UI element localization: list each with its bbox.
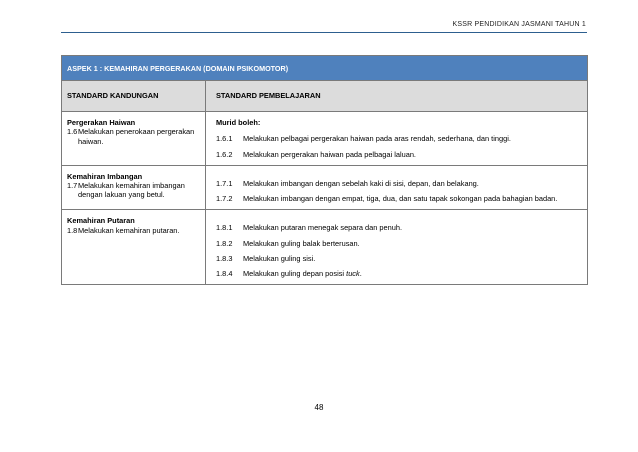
- learning-standard-number: 1.6.1: [216, 134, 233, 144]
- learning-standard-number: 1.7.1: [216, 178, 233, 188]
- content-standard-text: Melakukan kemahiran imbangan dengan lakuan yang betul.: [78, 181, 185, 200]
- learning-standard-text: Melakukan guling sisi.: [243, 253, 316, 263]
- learning-standard-text-part: Melakukan guling depan posisi: [243, 269, 347, 278]
- content-standard-text: Melakukan penerokaan pergerakan haiwan.: [78, 127, 195, 146]
- header-rule: [61, 32, 587, 33]
- learning-standard-number: 1.7.2: [216, 194, 233, 203]
- aspect-title: ASPEK 1 : KEMAHIRAN PERGERAKAN (DOMAIN PSIKOMOTOR): [62, 56, 588, 81]
- content-standard-number: 1.6: [67, 127, 78, 137]
- learning-standard-text: [243, 269, 581, 278]
- learning-standard-cell: [206, 165, 588, 210]
- content-standard-number: 1.7: [67, 181, 78, 190]
- learning-standard-item: [216, 134, 581, 143]
- learning-standard-item: [216, 179, 581, 188]
- murid-boleh-label: Murid boleh:: [216, 118, 261, 127]
- section-title: Pergerakan Haiwan: [67, 118, 136, 127]
- content-standard-text: Melakukan kemahiran putaran.: [78, 225, 180, 235]
- learning-standard-item: [216, 223, 581, 232]
- aspect-row: [62, 56, 588, 81]
- heading-standard-pembelajaran: STANDARD PEMBELAJARAN: [206, 81, 588, 112]
- heading-standard-kandungan: STANDARD KANDUNGAN: [62, 81, 206, 112]
- learning-standard-number: 1.8.3: [216, 253, 233, 263]
- content-standard-cell: [62, 165, 206, 210]
- section-title: Kemahiran Putaran: [67, 216, 135, 226]
- learning-standard-number: 1.6.2: [216, 149, 233, 159]
- learning-standard-item: [216, 254, 581, 263]
- learning-standard-text: Melakukan imbangan dengan sebelah kaki di sisi, depan, dan belakang.: [243, 178, 479, 188]
- learning-standard-number: 1.8.4: [216, 269, 233, 278]
- content-standard: [67, 226, 201, 235]
- content-standard: [67, 181, 201, 200]
- curriculum-table: [61, 55, 588, 285]
- italic-term: tuck: [346, 269, 360, 278]
- learning-standard-text: Melakukan imbangan dengan empat, tiga, dua, dan satu tapak sokongan pada bahagian badan.: [243, 194, 558, 203]
- learning-standard-item: [216, 269, 581, 278]
- content-standard: [67, 127, 201, 146]
- section-title: Kemahiran Imbangan: [67, 171, 143, 181]
- learning-standard-item: [216, 239, 581, 248]
- learning-standard-item: [216, 150, 581, 159]
- learning-standard-item: [216, 194, 581, 203]
- section-row-kemahiran-imbangan: [62, 165, 588, 210]
- learning-standard-text: Melakukan pergerakan haiwan pada pelbagai laluan.: [243, 149, 416, 159]
- learning-standard-text: Melakukan pelbagai pergerakan haiwan pada aras rendah, sederhana, dan tinggi.: [243, 134, 511, 144]
- running-header: KSSR PENDIDIKAN JASMANI TAHUN 1: [452, 21, 586, 28]
- section-row-pergerakan-haiwan: [62, 112, 588, 166]
- learning-standard-text-end: .: [359, 269, 362, 278]
- learning-standard-text: Melakukan guling balak berterusan.: [243, 238, 360, 248]
- learning-standard-text: Melakukan putaran menegak separa dan penuh.: [243, 223, 403, 233]
- content-standard-cell: [62, 210, 206, 285]
- learning-standard-number: 1.8.2: [216, 238, 233, 248]
- learning-standard-number: 1.8.1: [216, 223, 233, 233]
- learning-standard-cell: [206, 112, 588, 166]
- content-standard-number: 1.8: [67, 225, 78, 235]
- page-number: 48: [314, 403, 324, 412]
- learning-standard-cell: [206, 210, 588, 285]
- column-heading-row: [62, 81, 588, 112]
- section-row-kemahiran-putaran: [62, 210, 588, 285]
- content-standard-cell: [62, 112, 206, 166]
